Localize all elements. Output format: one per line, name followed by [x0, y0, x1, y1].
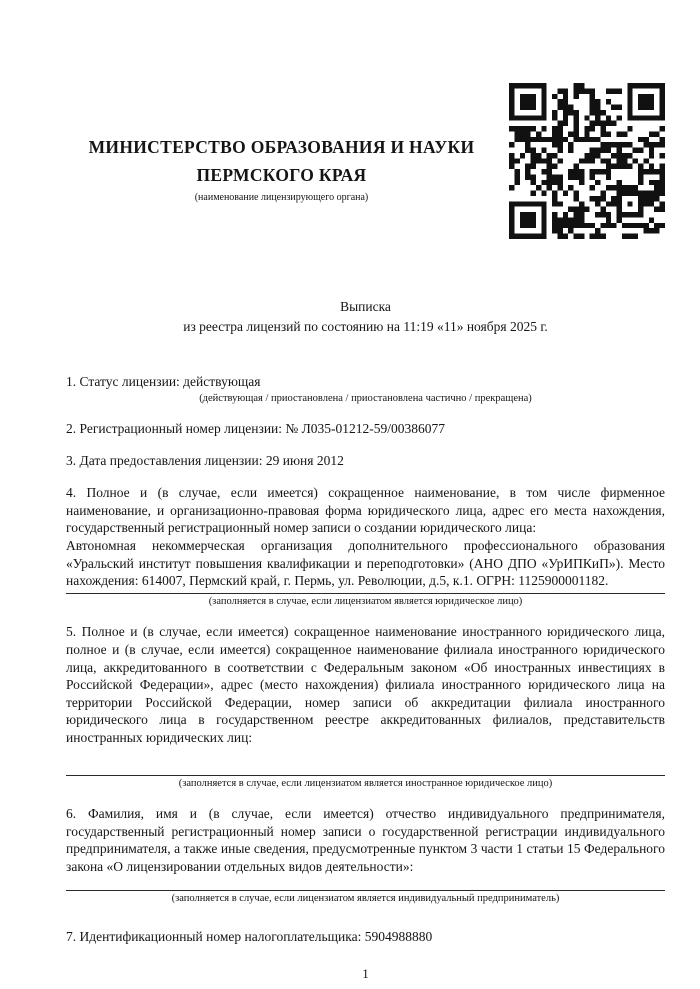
legal-entity-question: 4. Полное и (в случае, если имеется) сокращенное наименование, в том числе фирменное наименование, и организационно-правовая форма юридического лица, адрес его места нахождения, государственный регистрационный номер записи о создании юридического лица: — [66, 485, 665, 536]
item-individual-entrepreneur — [66, 805, 665, 906]
document-title-line1: Выписка — [340, 299, 391, 314]
page-number: 1 — [362, 965, 369, 981]
document-title — [66, 297, 665, 337]
individual-entrepreneur-answer — [66, 875, 665, 888]
foreign-entity-answer — [66, 747, 665, 773]
legal-entity-answer: Автономная некоммерческая организация дополнительного профессионального образования «Уральский институт повышения квалификации и переподготовки» (АНО ДПО «УрИПКиП»). Место нахождения: 614007, Пермский край, г. Пермь, ул. Революции, д.5, к.1. ОГРН: 1125900001182. — [66, 538, 665, 589]
ministry-name-line1: МИНИСТЕРСТВО ОБРАЗОВАНИЯ И НАУКИ — [88, 137, 475, 157]
item-foreign-entity — [66, 623, 665, 790]
individual-entrepreneur-question: 6. Фамилия, имя и (в случае, если имеется) отчество индивидуального предпринимателя, государственный регистрационный номер записи о государственной регистрации индивидуального предпринимателя, а также иные сведения, предусмотренные пунктом 3 части 1 статьи 15 Федерального закона «О лицензировании отдельных видов деятельности»: — [66, 806, 665, 874]
foreign-entity-question: 5. Полное и (в случае, если имеется) сокращенное наименование иностранного юридического лица, полное и (в случае, если имеется) сокращенное наименование филиала иностранного юридического лица, аккредитованного в соответствии с Федеральным законом «Об иностранных инвестициях в Российской Федерации», адрес (место нахождения) филиала иностранного юридического лица на территории Российской Федерации, номер записи об аккредитации филиала иностранного юридического лица в государственном реестре аккредитованных филиалов, представительств иностранных юридических лиц: — [66, 624, 665, 745]
document-body — [66, 373, 665, 946]
document-header — [66, 83, 665, 239]
licensing-authority-block — [66, 83, 509, 203]
fill-line — [66, 775, 665, 776]
individual-entrepreneur-caption: (заполняется в случае, если лицензиатом является индивидуальный предприниматель) — [171, 893, 560, 905]
license-status-text: 1. Статус лицензии: действующая — [66, 374, 261, 389]
license-date-text: 3. Дата предоставления лицензии: 29 июня 2012 — [66, 453, 344, 469]
license-status-options-caption: (действующая / приостановлена / приостановлена частично / прекращена) — [199, 392, 532, 404]
qr-code — [509, 83, 665, 239]
item-legal-entity — [66, 484, 665, 609]
fill-line — [66, 593, 665, 594]
legal-entity-caption: (заполняется в случае, если лицензиатом является юридическое лицо) — [208, 595, 523, 607]
ministry-name-line2: ПЕРМСКОГО КРАЯ — [196, 165, 367, 185]
registration-number-text: 2. Регистрационный номер лицензии: № Л035-01212-59/00386077 — [66, 421, 446, 437]
licensing-authority-caption: (наименование лицензирующего органа) — [194, 192, 369, 203]
item-taxpayer-id — [66, 928, 665, 946]
item-registration-number — [66, 420, 665, 438]
foreign-entity-caption: (заполняется в случае, если лицензиатом является иностранное юридическое лицо) — [178, 777, 553, 789]
item-license-status — [66, 373, 665, 406]
document-title-line2: из реестра лицензий по состоянию на 11:19 «11» ноября 2025 г. — [183, 319, 548, 334]
item-license-date — [66, 452, 665, 470]
qr-code-svg — [509, 83, 665, 239]
fill-line — [66, 890, 665, 891]
taxpayer-id-text: 7. Идентификационный номер налогоплательщика: 5904988880 — [66, 929, 433, 945]
